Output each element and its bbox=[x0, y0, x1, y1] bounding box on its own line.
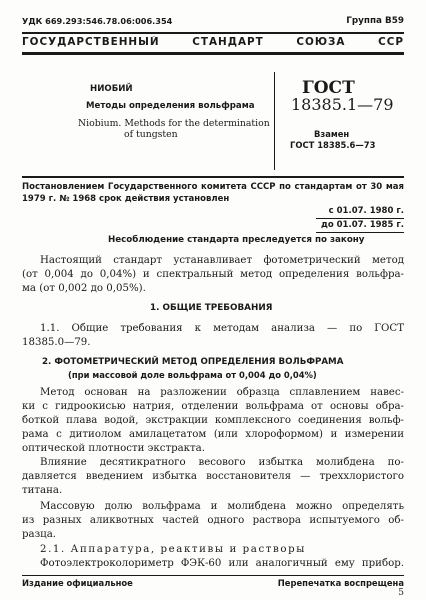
replaces-label: Взамен bbox=[314, 129, 350, 139]
section1-heading: 1. ОБЩИЕ ТРЕБОВАНИЯ bbox=[150, 303, 273, 313]
section2-para3-line: Массовую долю вольфрама и молибдена можно определять bbox=[40, 501, 404, 512]
group-code: Группа В59 bbox=[346, 16, 404, 26]
decree-rule bbox=[22, 176, 404, 178]
gost-label: ГОСТ bbox=[302, 78, 355, 98]
section2-para1-line: ки с гидроокисью натрия, отделении вольфрама от основы обра- bbox=[22, 401, 404, 412]
section2-para2-line: Влияние десятикратного весового избытка молибдена по- bbox=[40, 457, 404, 468]
decree-line2: 1979 г. № 1968 срок действия установлен bbox=[22, 194, 230, 204]
title-en-line1: Niobium. Methods for the determination bbox=[78, 118, 270, 129]
title-ru: Методы определения вольфрама bbox=[86, 101, 255, 111]
subsection-2-1-heading: 2.1. Аппаратура, реактивы и растворы bbox=[40, 544, 306, 555]
section2-heading: 2. ФОТОМЕТРИЧЕСКИЙ МЕТОД ОПРЕДЕЛЕНИЯ ВОЛЬФРАМА bbox=[42, 357, 344, 367]
subsection-2-1-line: Фотоэлектроколориметр ФЭК-60 или аналогичный ему прибор. bbox=[40, 558, 404, 569]
page-number: 5 bbox=[398, 588, 404, 598]
decree-line1: Постановлением Государственного комитета СССР по стандартам от 30 мая bbox=[22, 182, 404, 192]
header-rule-top bbox=[22, 32, 404, 34]
section1-line: 18385.0—79. bbox=[22, 337, 91, 348]
valid-from-underline bbox=[316, 218, 404, 219]
section2-subheading: (при массовой доле вольфрама от 0,004 до 0,04%) bbox=[68, 370, 317, 380]
section2-para2-line: давляется введением избытка восстановителя — треххлористого bbox=[22, 471, 404, 482]
intro-line: ма (от 0,002 до 0,05%). bbox=[22, 283, 146, 294]
gost-number: 18385.1—79 bbox=[291, 95, 394, 114]
valid-to: до 01.07. 1985 г. bbox=[320, 220, 404, 230]
state-standard-banner: ГОСУДАРСТВЕННЫЙ СТАНДАРТ СОЮЗА ССР bbox=[22, 36, 404, 48]
section2-para1-line: рама с дитиолом амилацетатом (или хлороформом) и измерении bbox=[22, 429, 404, 440]
intro-line: Настоящий стандарт устанавливает фотометрический метод bbox=[40, 255, 404, 266]
header-rule-bottom bbox=[22, 52, 404, 55]
footer-reprint: Перепечатка воспрещена bbox=[277, 578, 404, 588]
udc-code: УДК 669.293:546.78.06:006.354 bbox=[22, 16, 173, 26]
subject-title: НИОБИЙ bbox=[90, 84, 133, 94]
section2-para3-line: из разных аликвотных частей одного раствора испытуемого об- bbox=[22, 515, 404, 526]
intro-line: (от 0,004 до 0,04%) и спектральный метод определения вольфра- bbox=[22, 269, 404, 280]
footer-official: Издание официальное bbox=[22, 578, 133, 588]
replaces-value: ГОСТ 18385.6—73 bbox=[290, 140, 376, 150]
section2-para3-line: разца. bbox=[22, 529, 57, 540]
section2-para1-line: оптической плотности экстракта. bbox=[22, 443, 205, 454]
section1-line: 1.1. Общие требования к методам анализа — по ГОСТ bbox=[40, 323, 404, 334]
footer-rule bbox=[22, 575, 404, 576]
section2-para2-line: титана. bbox=[22, 485, 63, 496]
valid-to-underline bbox=[316, 232, 404, 233]
title-divider bbox=[274, 72, 275, 170]
legal-notice: Несоблюдение стандарта преследуется по закону bbox=[108, 235, 365, 245]
section2-para1-line: боткой плава водой, экстракции комплексного соединения вольф- bbox=[22, 415, 404, 426]
section2-para1-line: Метод основан на разложении образца сплавлением навес- bbox=[40, 387, 404, 398]
title-en-line2: of tungsten bbox=[124, 129, 178, 140]
valid-from: с 01.07. 1980 г. bbox=[328, 206, 404, 216]
